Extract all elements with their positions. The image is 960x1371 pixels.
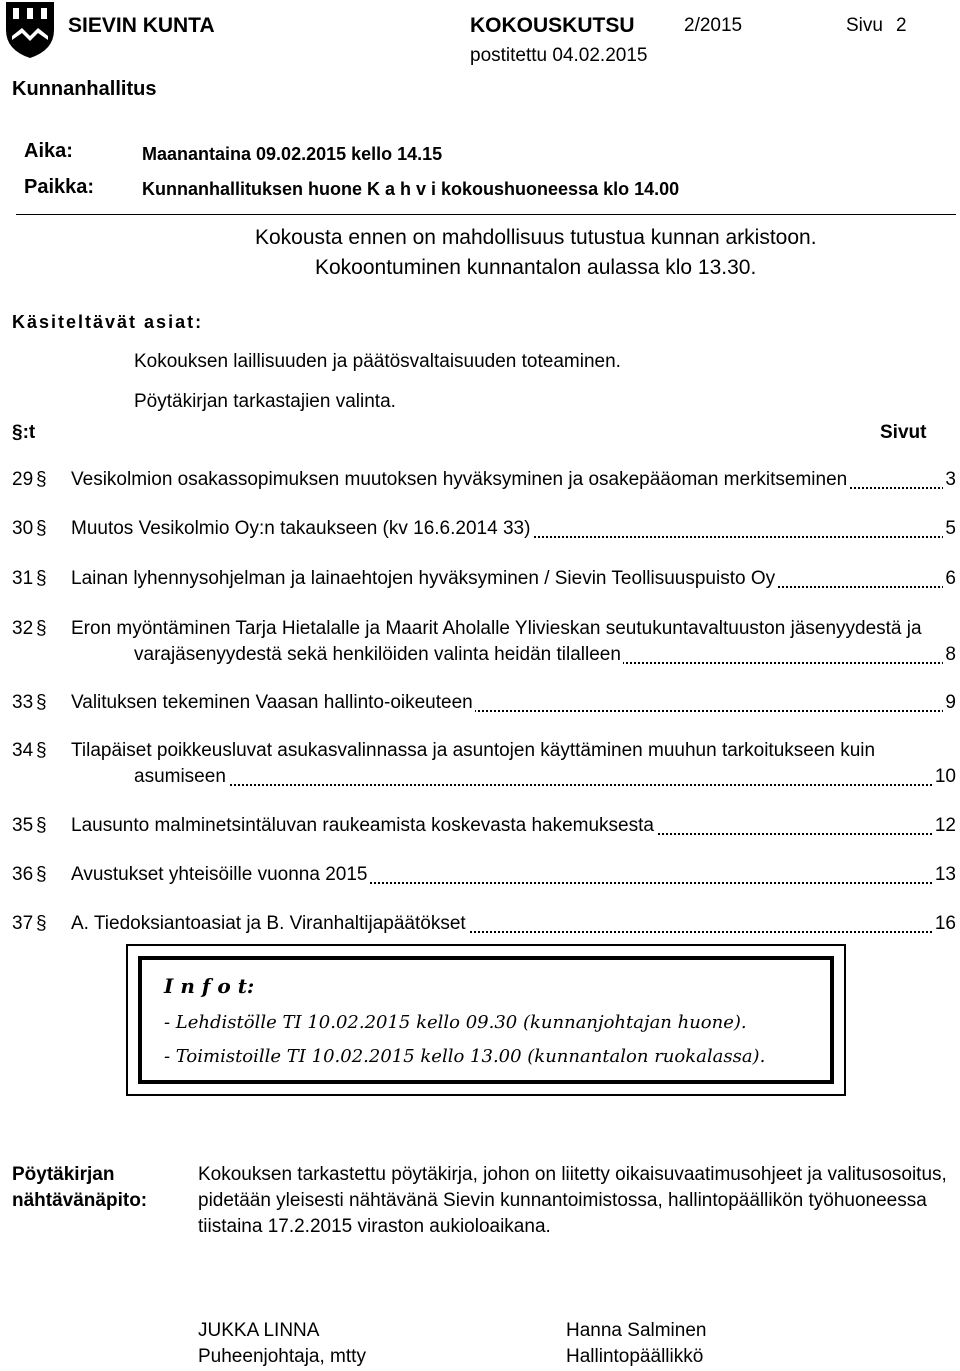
agenda-item — [0, 815, 960, 841]
agenda-item-title: Avustukset yhteisöille vuonna 2015 — [71, 864, 368, 885]
section-sign-icon: § — [36, 469, 47, 490]
agenda-item — [0, 568, 960, 594]
minutes-label-1: Pöytäkirjan — [12, 1164, 115, 1185]
section-sign-icon: § — [36, 618, 47, 639]
divider — [16, 214, 956, 215]
agenda-item-title-continued: asumiseen — [134, 766, 226, 787]
agenda-item-number: 37 — [12, 913, 34, 934]
meeting-note-2: Kokoontuminen kunnantalon aulassa klo 13.30. — [315, 256, 757, 279]
agenda-item — [0, 692, 960, 718]
preliminary-item-2: Pöytäkirjan tarkastajien valinta. — [134, 391, 396, 412]
agenda-item-page: 16 — [934, 913, 956, 934]
agenda-item-title: Lainan lyhennysohjelman ja lainaehtojen hyväksyminen / Sievin Teollisuuspuisto Oy — [71, 568, 776, 589]
section-column-label: §:t — [12, 422, 36, 443]
document-type: KOKOUSKUTSU — [470, 14, 635, 37]
agenda-heading: Käsiteltävät asiat: — [12, 312, 204, 332]
time-label: Aika: — [24, 140, 73, 162]
agenda-item-title-continued: varajäsenyydestä sekä henkilöiden valinta heidän tilalleen — [134, 644, 621, 665]
info-title: I n f o t: — [164, 974, 255, 998]
page-label: Sivu — [846, 15, 883, 36]
agenda-item — [0, 518, 960, 544]
chair-name: JUKKA LINNA — [198, 1320, 320, 1341]
agenda-item-title: Eron myöntäminen Tarja Hietalalle ja Maarit Aholalle Ylivieskan seutukuntavaltuuston jäsenyydestä ja — [71, 618, 922, 639]
dot-leader — [134, 784, 952, 786]
secretary-title: Hallintopäällikkö — [566, 1346, 704, 1367]
section-sign-icon: § — [36, 864, 47, 885]
agenda-item-page: 9 — [945, 692, 956, 713]
place-label: Paikka: — [24, 176, 95, 198]
agenda-item-number: 34 — [12, 740, 34, 761]
agenda-item-number: 31 — [12, 568, 34, 589]
agenda-item-title: Valituksen tekeminen Vaasan hallinto-oikeuteen — [71, 692, 473, 713]
agenda-item-number: 33 — [12, 692, 34, 713]
posted-date: postitettu 04.02.2015 — [470, 45, 648, 66]
body-name: Kunnanhallitus — [12, 78, 157, 100]
section-sign-icon: § — [36, 518, 47, 539]
agenda-item-page: 6 — [945, 568, 956, 589]
section-sign-icon: § — [36, 740, 47, 761]
preliminary-item-1: Kokouksen laillisuuden ja päätösvaltaisuuden toteaminen. — [134, 351, 621, 372]
agenda-item-title: Muutos Vesikolmio Oy:n takaukseen (kv 16.6.2014 33) — [71, 518, 531, 539]
agenda-item-page: 12 — [934, 815, 956, 836]
agenda-item — [0, 864, 960, 890]
agenda-item-number: 30 — [12, 518, 34, 539]
agenda-item-number: 29 — [12, 469, 34, 490]
pages-column-label: Sivut — [880, 422, 927, 443]
section-sign-icon: § — [36, 815, 47, 836]
municipal-crest-logo — [4, 0, 56, 60]
page-number: 2 — [896, 15, 907, 36]
agenda-item-number: 32 — [12, 618, 34, 639]
time-value: Maanantaina 09.02.2015 kello 14.15 — [142, 144, 443, 164]
document-number: 2/2015 — [684, 15, 743, 36]
agenda-item — [0, 469, 960, 495]
minutes-label-2: nähtävänäpito: — [12, 1190, 148, 1211]
agenda-item-title: Vesikolmion osakassopimuksen muutoksen hyväksyminen ja osakepääoman merkitseminen — [71, 469, 848, 490]
section-sign-icon: § — [36, 692, 47, 713]
section-sign-icon: § — [36, 913, 47, 934]
agenda-item-number: 35 — [12, 815, 34, 836]
minutes-text-1: Kokouksen tarkastettu pöytäkirja, johon on liitetty oikaisuvaatimusohjeet ja valitusosoitus, — [198, 1164, 947, 1185]
secretary-name: Hanna Salminen — [566, 1320, 707, 1341]
agenda-item — [0, 913, 960, 939]
agenda-item-page: 13 — [934, 864, 956, 885]
agenda-item-page: 3 — [945, 469, 956, 490]
agenda-item-title: Lausunto malminetsintäluvan raukeamista koskevasta hakemuksesta — [71, 815, 654, 836]
agenda-item-title: Tilapäiset poikkeusluvat asukasvalinnassa ja asuntojen käyttäminen muuhun tarkoitukseen kuin — [71, 740, 876, 761]
agenda-item-page: 10 — [934, 766, 956, 787]
agenda-item — [0, 618, 960, 670]
agenda-item-page: 5 — [945, 518, 956, 539]
meeting-note-1: Kokousta ennen on mahdollisuus tutustua kunnan arkistoon. — [255, 226, 817, 249]
chair-title: Puheenjohtaja, mtty — [198, 1346, 366, 1367]
minutes-text-3: tiistaina 17.2.2015 viraston aukioloaikana. — [198, 1216, 551, 1237]
agenda-item-page: 8 — [945, 644, 956, 665]
info-box — [126, 944, 846, 1096]
info-line-1: - Lehdistölle TI 10.02.2015 kello 09.30 (kunnanjohtajan huone). — [164, 1012, 747, 1033]
agenda-item-title: A. Tiedoksiantoasiat ja B. Viranhaltijapäätökset — [71, 913, 466, 934]
place-value: Kunnanhallituksen huone K a h v i kokoushuoneessa klo 14.00 — [142, 179, 680, 199]
section-sign-icon: § — [36, 568, 47, 589]
info-line-2: - Toimistoille TI 10.02.2015 kello 13.00 (kunnantalon ruokalassa). — [164, 1046, 766, 1067]
minutes-text-2: pidetään yleisesti nähtävänä Sievin kunnantoimistossa, hallintopäällikön työhuoneessa — [198, 1190, 927, 1211]
agenda-item — [0, 740, 960, 792]
agenda-item-number: 36 — [12, 864, 34, 885]
organization-name: SIEVIN KUNTA — [68, 14, 215, 37]
